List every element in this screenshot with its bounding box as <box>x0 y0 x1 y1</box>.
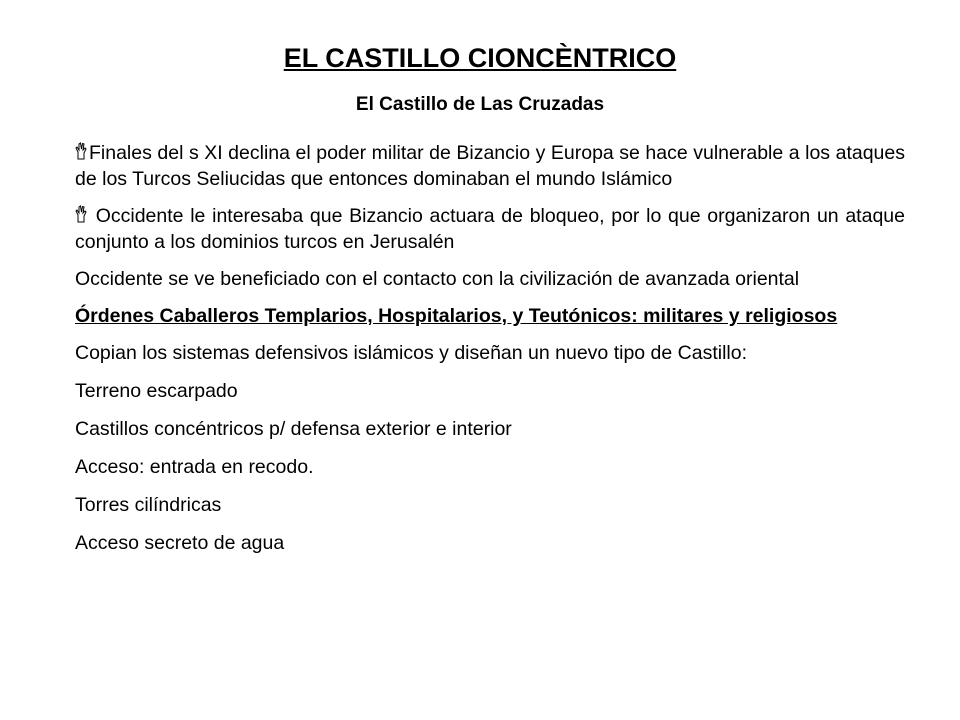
paragraph-1 <box>75 140 905 192</box>
feature-item: Torres cilíndricas <box>75 494 222 516</box>
slide-title: EL CASTILLO CIONCÈNTRICO <box>283 43 677 73</box>
slide-subtitle: El Castillo de Las Cruzadas <box>355 94 605 115</box>
slide-body <box>75 140 905 568</box>
paragraph-text: Finales del s XI declina el poder militar de Bizancio y Europa se hace vulnerable a los ataques de los Turcos Seliucidas que entonces dominaban el mundo Islámico <box>75 142 905 190</box>
feature-item: Terreno escarpado <box>75 380 238 402</box>
feature-item: Acceso: entrada en recodo. <box>75 456 314 478</box>
hand-victory-icon <box>75 142 88 160</box>
paragraph-text: Occidente le interesaba que Bizancio actuara de bloqueo, por lo que organizaron un ataque conjunto a los dominios turcos en Jerusalén <box>75 205 905 253</box>
feature-item: Acceso secreto de agua <box>75 532 285 554</box>
orders-heading: Órdenes Caballeros Templarios, Hospitalarios, y Teutónicos: militares y religiosos <box>75 305 838 327</box>
paragraph-3: Occidente se ve beneficiado con el contacto con la civilización de avanzada oriental <box>75 268 800 290</box>
paragraph-5: Copian los sistemas defensivos islámicos y diseñan un nuevo tipo de Castillo: <box>75 342 748 364</box>
paragraph-2 <box>75 203 905 255</box>
feature-item: Castillos concéntricos p/ defensa exterior e interior <box>75 418 512 440</box>
hand-victory-icon <box>75 205 88 223</box>
